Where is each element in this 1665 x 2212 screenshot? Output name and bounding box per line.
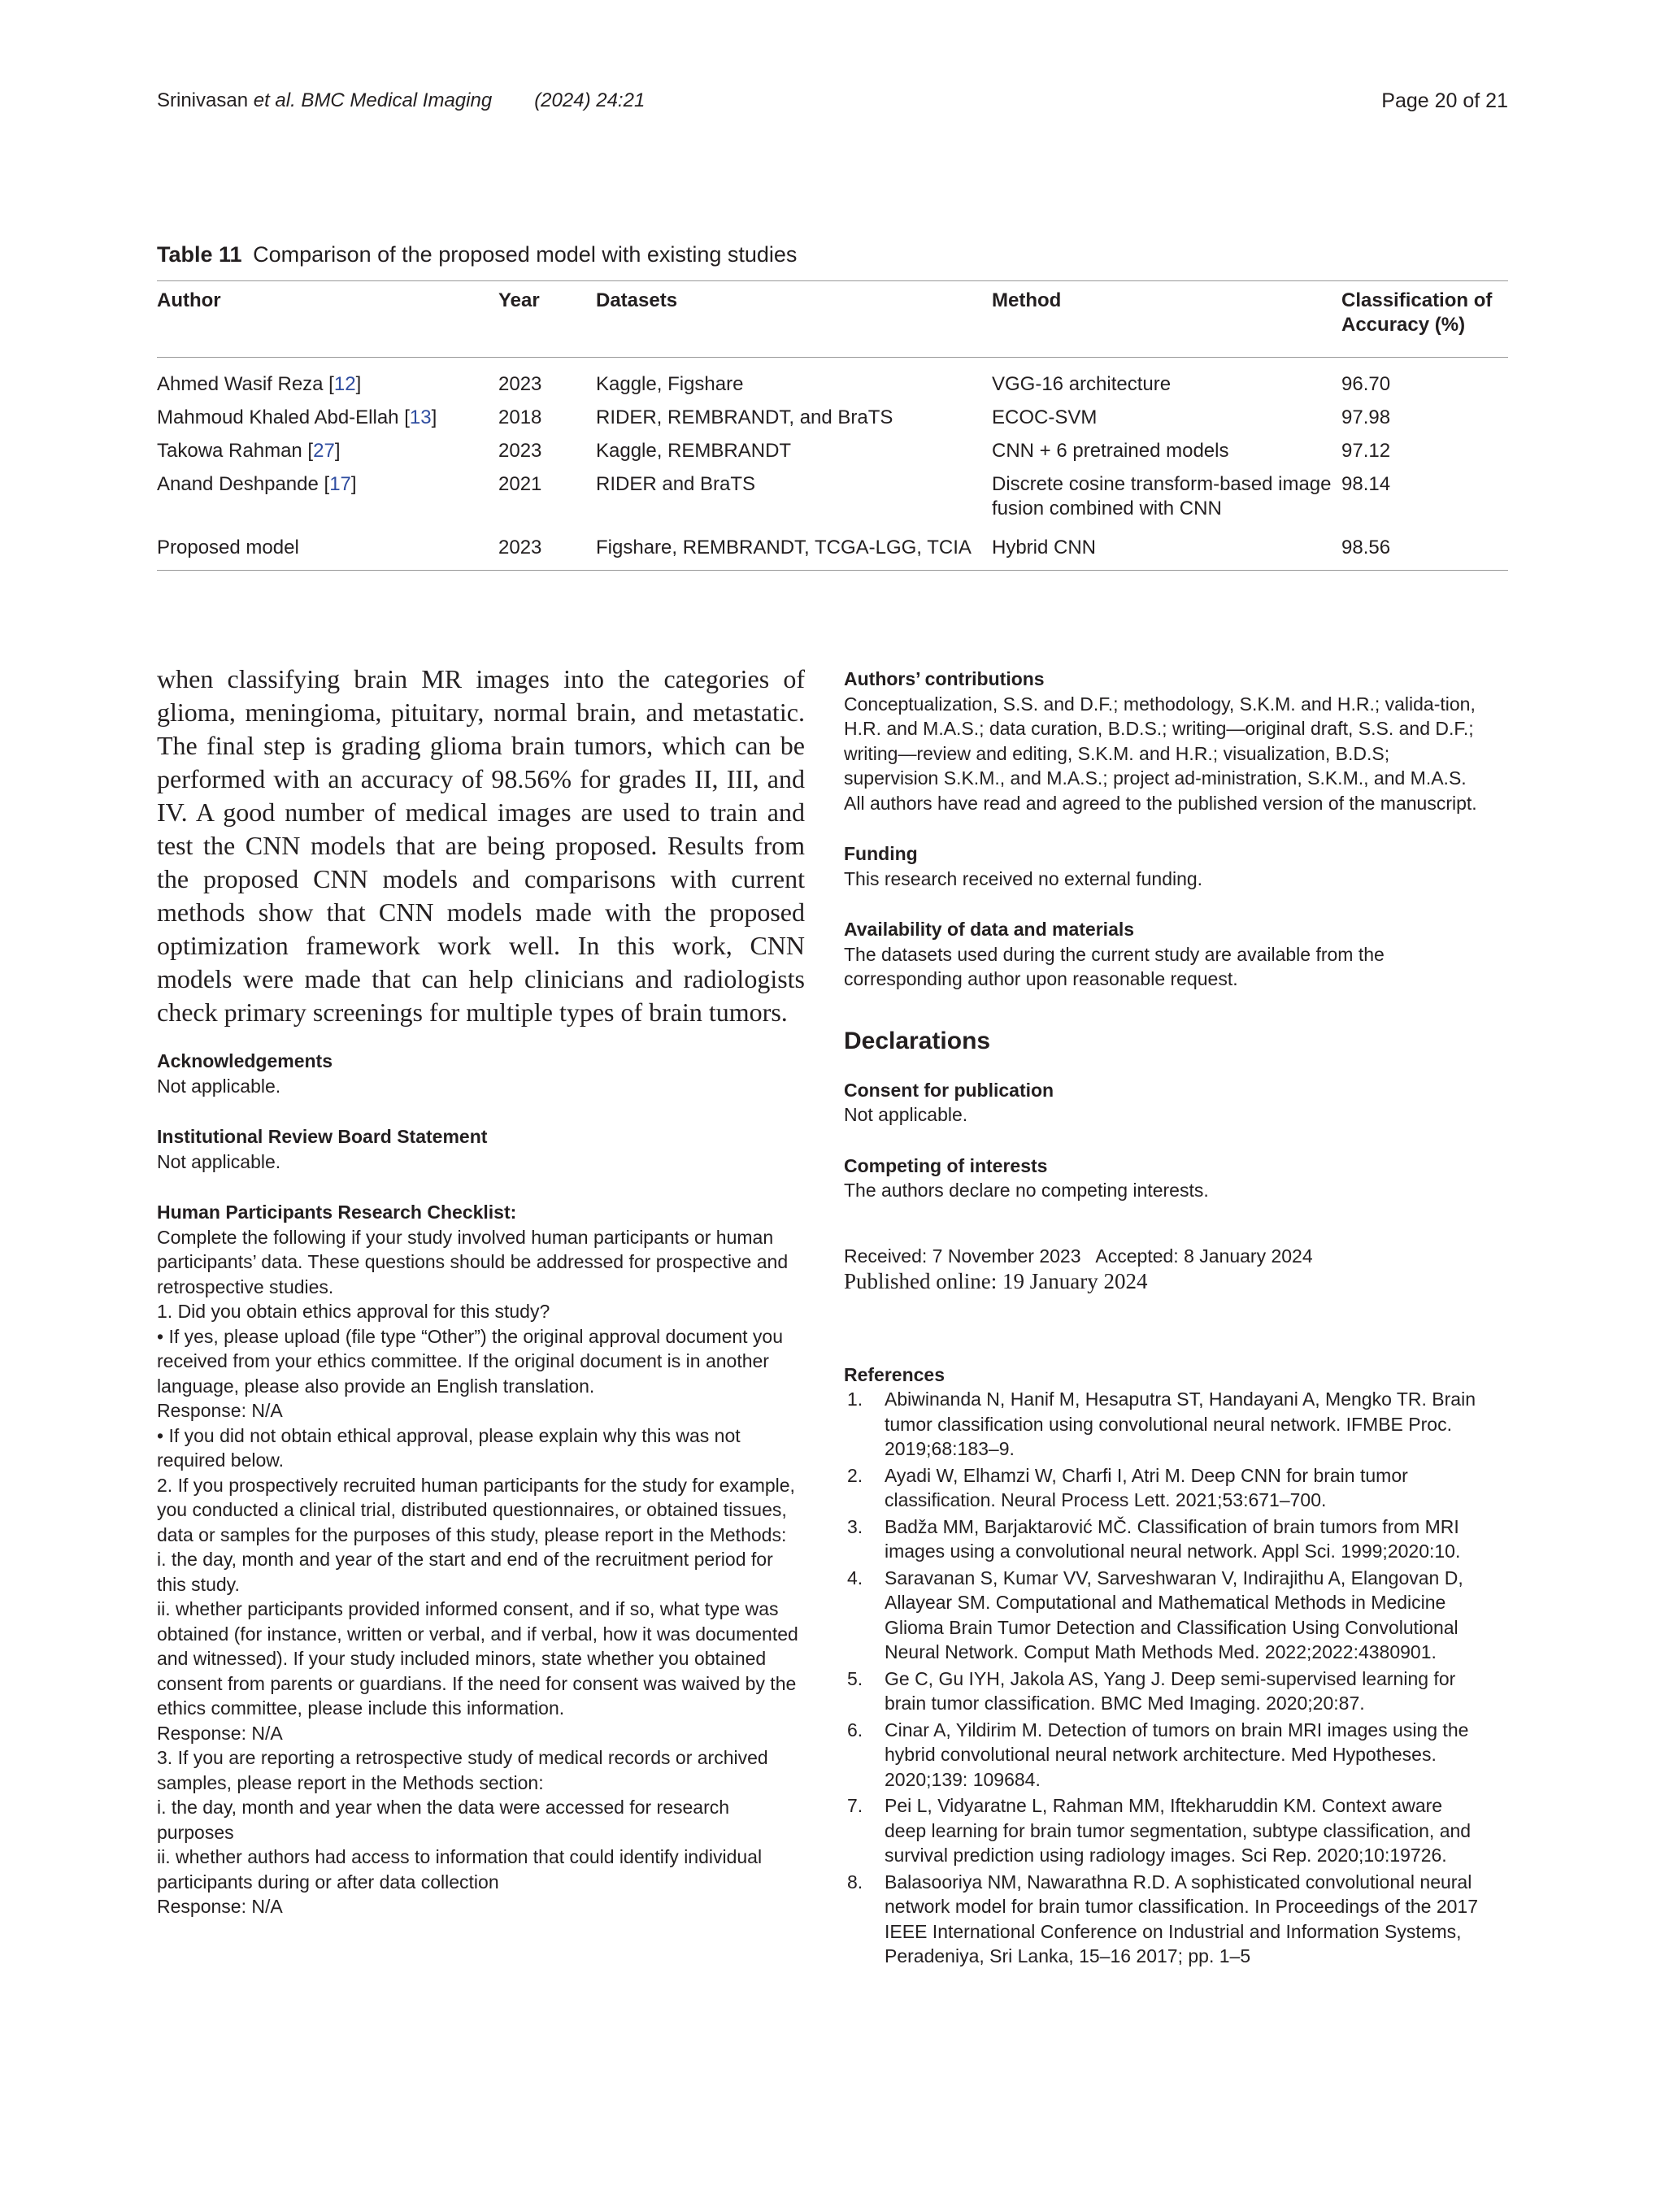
cell-accuracy: 97.12 <box>1341 440 1391 462</box>
competing-text: The authors declare no competing interests. <box>844 1180 1209 1201</box>
table-row <box>157 468 1508 526</box>
funding-heading: Funding <box>844 843 918 864</box>
cell-method: Discrete cosine transform-based image fusion combined with CNN <box>992 473 1332 519</box>
right-column <box>844 667 1488 1971</box>
reference-text: Cinar A, Yildirim M. Detection of tumors on brain MRI images using the hybrid convolutional neural network architecture. Med Hypotheses. 2020;139: 109684. <box>885 1719 1469 1790</box>
checklist-line: 3. If you are reporting a retrospective study of medical records or archived samples, please report in the Methods section: <box>157 1747 768 1793</box>
contributions-heading: Authors’ contributions <box>844 668 1045 689</box>
col-header-author: Author <box>157 289 221 311</box>
header-journal: et al. BMC Medical Imaging <box>253 89 493 111</box>
reference-number: 2. <box>847 1464 863 1486</box>
contributions-text: Conceptualization, S.S. and D.F.; methodology, S.K.M. and H.R.; valida-tion, H.R. and M.A.S.; data curation, B.D.S.; writing—original draft, S.S. and D.F.; writing—review and editing, S.K.M. and H.R.; visualization, B.D.S; supervision S.K.M., and M.A.S.; project ad-ministration, S.K.M., and M.A.S. All authors have read and agreed to the published version of the manuscript. <box>844 693 1477 814</box>
checklist-line: 1. Did you obtain ethics approval for this study? <box>157 1301 550 1322</box>
reference-item <box>844 1718 1488 1793</box>
irb-text: Not applicable. <box>157 1150 281 1172</box>
header-authors: Srinivasan <box>157 89 254 111</box>
reference-text: Ayadi W, Elhamzi W, Charfi I, Atri M. Deep CNN for brain tumor classification. Neural Process Lett. 2021;53:671–700. <box>885 1464 1408 1510</box>
cell-method: VGG-16 architecture <box>992 373 1172 395</box>
cell-datasets: Figshare, REMBRANDT, TCGA-LGG, TCIA <box>596 537 972 558</box>
table-header-row <box>157 281 1508 358</box>
cell-year: 2018 <box>498 406 542 428</box>
header-volume: (2024) 24:21 <box>534 89 646 111</box>
cell-author: Takowa Rahman [27] <box>157 440 341 462</box>
page-number: Page 20 of 21 <box>1381 89 1508 112</box>
col-header-accuracy: Classification of Accuracy (%) <box>1341 289 1493 336</box>
cell-accuracy: 98.56 <box>1341 537 1391 558</box>
irb-heading: Institutional Review Board Statement <box>157 1126 488 1147</box>
reference-number: 5. <box>847 1667 863 1689</box>
col-header-datasets: Datasets <box>596 289 678 311</box>
reference-text: Balasooriya NM, Nawarathna R.D. A sophisticated convolutional neural network model for brain tumor classification. In Proceedings of the 2017 IEEE International Conference on Industrial and Information Systems, Peradeniya, Sri Lanka, 15–16 2017; pp. 1–5 <box>885 1871 1478 1966</box>
running-header <box>157 89 1508 114</box>
reference-item <box>844 1515 1488 1564</box>
reference-number: 8. <box>847 1871 863 1893</box>
checklist-line: Complete the following if your study involved human participants or human participants’ data. These questions should be addressed for prospective and retrospective studies. <box>157 1226 789 1297</box>
cell-author: Anand Deshpande [17] <box>157 473 357 495</box>
declarations-heading: Declarations <box>844 1027 991 1054</box>
author-name: Anand Deshpande <box>157 473 319 495</box>
citation-link[interactable]: 13 <box>409 406 432 428</box>
reference-text: Pei L, Vidyaratne L, Rahman MM, Iftekharuddin KM. Context aware deep learning for brain tumor segmentation, subtype classification, and survival prediction using radiology images. Sci Rep. 2020;10:19726. <box>885 1795 1472 1866</box>
reference-number: 6. <box>847 1719 863 1740</box>
author-name: Ahmed Wasif Reza <box>157 373 324 395</box>
reference-item <box>844 1387 1488 1462</box>
table-title: Comparison of the proposed model with existing studies <box>253 242 798 267</box>
reference-number: 7. <box>847 1795 863 1816</box>
checklist-line: ii. whether participants provided informed consent, and if so, what type was obtained (for instance, written or verbal, and if verbal, how it was documented and witnessed). If your study included minors, state whether you obtained consent from parents or guardians. If the need for consent was waived by the ethics committee, please include this information. <box>157 1598 798 1719</box>
table-row <box>157 358 1508 402</box>
consent-heading: Consent for publication <box>844 1079 1054 1101</box>
published-online-date: Published online: 19 January 2024 <box>844 1268 1148 1293</box>
citation-link[interactable]: 12 <box>333 373 356 395</box>
checklist-line: i. the day, month and year when the data were accessed for research purposes <box>157 1797 730 1843</box>
table-label: Table 11 <box>157 242 242 267</box>
competing-heading: Competing of interests <box>844 1154 1048 1176</box>
table-row <box>157 526 1508 571</box>
col-header-method: Method <box>992 289 1062 311</box>
funding-text: This research received no external funding. <box>844 867 1203 889</box>
journal-citation <box>157 89 645 112</box>
references-heading: References <box>844 1363 946 1385</box>
checklist-line: • If yes, please upload (file type “Other”) the original approval document you received from your ethics committee. If the original document is in another language, please also provide an English translation. <box>157 1325 784 1397</box>
cell-datasets: RIDER and BraTS <box>596 473 756 495</box>
reference-item <box>844 1667 1488 1716</box>
left-column <box>157 663 805 1919</box>
col-header-year: Year <box>498 289 540 311</box>
cell-datasets: Kaggle, Figshare <box>596 373 744 395</box>
reference-number: 3. <box>847 1515 863 1537</box>
cell-year: 2023 <box>498 440 542 462</box>
checklist-line: Response: N/A <box>157 1400 283 1421</box>
reference-text: Badža MM, Barjaktarović MČ. Classification of brain tumors from MRI images using a convolutional neural network. Appl Sci. 1999;2020:10. <box>885 1515 1461 1562</box>
citation-link[interactable]: 27 <box>313 440 335 462</box>
checklist-line: ii. whether authors had access to information that could identify individual participants during or after data collection <box>157 1846 763 1893</box>
reference-text: Abiwinanda N, Hanif M, Hesaputra ST, Handayani A, Mengko TR. Brain tumor classification using convolutional neural network. IFMBE Proc. 2019;68:183–9. <box>885 1388 1476 1459</box>
reference-text: Ge C, Gu IYH, Jakola AS, Yang J. Deep semi-supervised learning for brain tumor classification. BMC Med Imaging. 2020;20:87. <box>885 1667 1456 1714</box>
comparison-table <box>157 280 1508 571</box>
checklist-line: 2. If you prospectively recruited human participants for the study for example, you conducted a clinical trial, distributed questionnaires, or obtained tissues, data or samples for the purposes of this study, please report in the Methods: <box>157 1474 795 1545</box>
availability-heading: Availability of data and materials <box>844 919 1135 940</box>
cell-author: Ahmed Wasif Reza [12] <box>157 373 362 395</box>
references-list <box>844 1387 1488 1969</box>
author-name: Takowa Rahman <box>157 440 302 462</box>
body-paragraph: when classifying brain MR images into the categories of glioma, meningioma, pituitary, normal brain, and metastatic. The final step is grading glioma brain tumors, which can be performed with an accuracy of 98.56% for grades II, III, and IV. A good number of medical images are used to train and test the CNN models that are being proposed. Results from the proposed CNN models and comparisons with current methods show that CNN models made with the proposed optimization framework work well. In this work, CNN models were made that can help clinicians and radiologists check primary screenings for multiple types of brain tumors. <box>157 664 805 1027</box>
cell-datasets: RIDER, REMBRANDT, and BraTS <box>596 406 893 428</box>
cell-method: CNN + 6 pretrained models <box>992 440 1229 462</box>
table-row <box>157 435 1508 468</box>
citation-link[interactable]: 17 <box>329 473 351 495</box>
consent-text: Not applicable. <box>844 1104 968 1125</box>
reference-item <box>844 1463 1488 1513</box>
checklist-line: • If you did not obtain ethical approval, please explain why this was not required below. <box>157 1424 741 1471</box>
cell-accuracy: 98.14 <box>1341 473 1391 495</box>
cell-datasets: Kaggle, REMBRANDT <box>596 440 792 462</box>
table-caption <box>157 242 797 267</box>
author-name: Mahmoud Khaled Abd-Ellah <box>157 406 399 428</box>
reference-item <box>844 1870 1488 1969</box>
received-accepted-dates: Received: 7 November 2023 Accepted: 8 January 2024 <box>844 1245 1313 1267</box>
table-row <box>157 402 1508 435</box>
availability-text: The datasets used during the current study are available from the corresponding author upon reasonable request. <box>844 943 1385 989</box>
checklist-line: Response: N/A <box>157 1896 283 1917</box>
cell-method: ECOC-SVM <box>992 406 1098 428</box>
cell-method: Hybrid CNN <box>992 537 1097 558</box>
cell-accuracy: 97.98 <box>1341 406 1391 428</box>
reference-number: 1. <box>847 1388 863 1410</box>
cell-year: 2021 <box>498 473 542 495</box>
cell-year: 2023 <box>498 373 542 395</box>
reference-number: 4. <box>847 1567 863 1588</box>
reference-item <box>844 1793 1488 1868</box>
cell-year: 2023 <box>498 537 542 558</box>
cell-accuracy: 96.70 <box>1341 373 1391 395</box>
reference-text: Saravanan S, Kumar VV, Sarveshwaran V, Indirajithu A, Elangovan D, Allayear SM. Computational and Mathematical Methods in Medicine Glioma Brain Tumor Detection and Classification Using Convolutional Neural Network. Comput Math Methods Med. 2022;2022:4380901. <box>885 1567 1463 1662</box>
cell-author: Mahmoud Khaled Abd-Ellah [13] <box>157 406 437 428</box>
checklist-heading: Human Participants Research Checklist: <box>157 1202 517 1223</box>
cell-author: Proposed model <box>157 537 299 558</box>
checklist-line: i. the day, month and year of the start and end of the recruitment period for this study. <box>157 1549 773 1595</box>
reference-item <box>844 1566 1488 1665</box>
acknowledgements-heading: Acknowledgements <box>157 1050 333 1071</box>
checklist-line: Response: N/A <box>157 1722 283 1744</box>
acknowledgements-text: Not applicable. <box>157 1075 281 1097</box>
